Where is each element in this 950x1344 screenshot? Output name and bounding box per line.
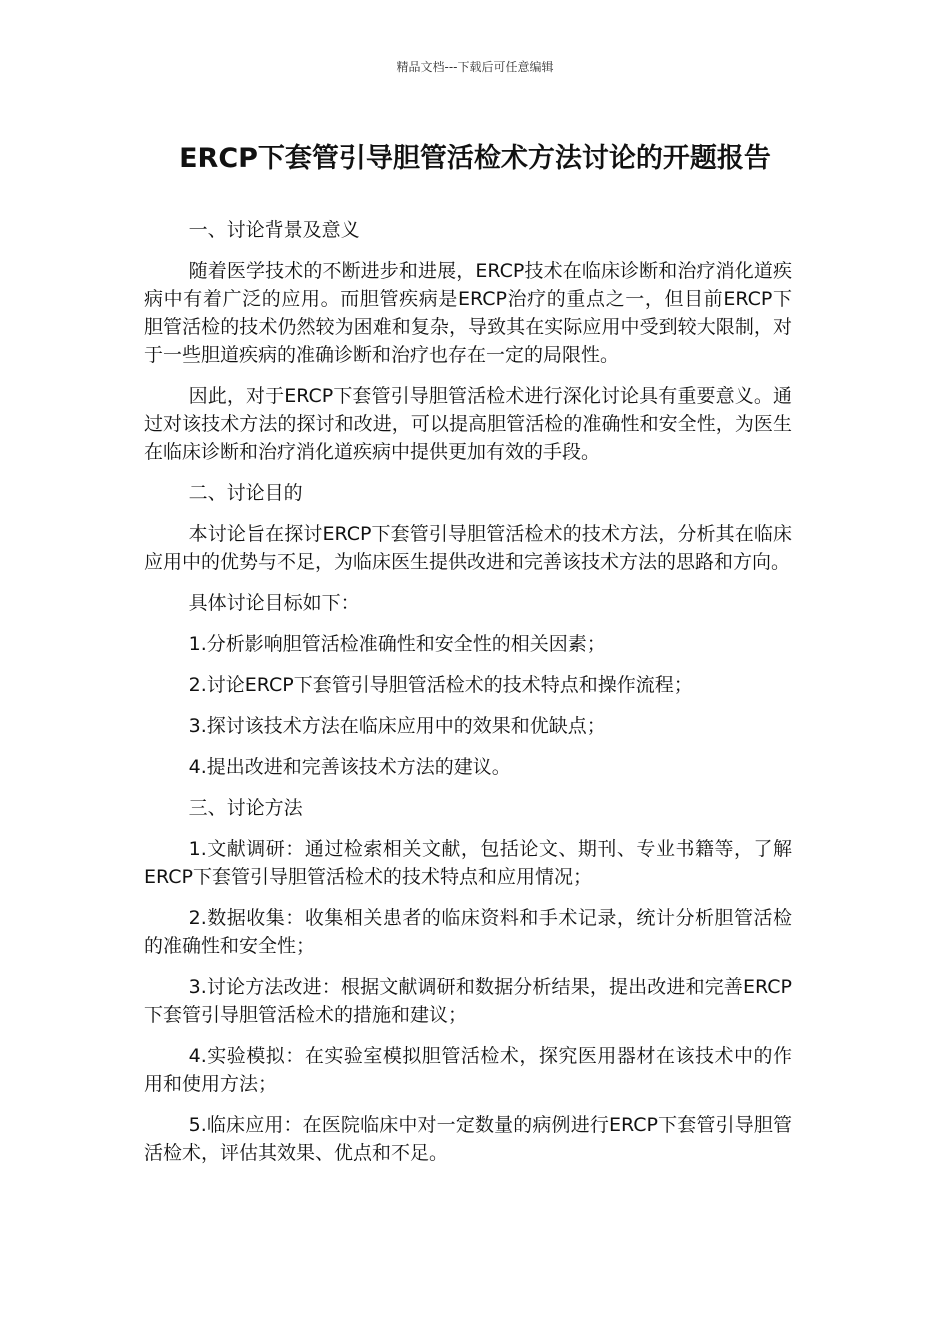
list-item: 1.分析影响胆管活检准确性和安全性的相关因素； [188, 633, 606, 655]
paragraph: 本讨论旨在探讨ERCP下套管引导胆管活检术的技术方法，分析其在临床应用中的优势与不足，为临床医生提供改进和完善该技术方法的思路和方向。 [144, 523, 792, 573]
list-item: 2.数据收集：收集相关患者的临床资料和手术记录，统计分析胆管活检的准确性和安全性； [144, 907, 792, 957]
list-item: 3.探讨该技术方法在临床应用中的效果和优缺点； [188, 715, 606, 737]
paragraph: 具体讨论目标如下： [188, 592, 360, 614]
paragraph: 随着医学技术的不断进步和进展，ERCP技术在临床诊断和治疗消化道疾病中有着广泛的应用。而胆管疾病是ERCP治疗的重点之一，但目前ERCP下胆管活检的技术仍然较为困难和复杂，导致其在实际应用中受到较大限制，对于一些胆道疾病的准确诊断和治疗也存在一定的局限性。 [144, 260, 792, 366]
list-item: 2.讨论ERCP下套管引导胆管活检术的技术特点和操作流程； [188, 674, 693, 696]
section-heading-background: 一、讨论背景及意义 [188, 219, 360, 241]
paragraph: 因此，对于ERCP下套管引导胆管活检术进行深化讨论具有重要意义。通过对该技术方法的探讨和改进，可以提高胆管活检的准确性和安全性，为医生在临床诊断和治疗消化道疾病中提供更加有效的手段。 [144, 385, 792, 463]
document-body [144, 216, 792, 1180]
section-heading-methods: 三、讨论方法 [188, 797, 303, 819]
list-item: 5.临床应用：在医院临床中对一定数量的病例进行ERCP下套管引导胆管活检术，评估其效果、优点和不足。 [144, 1114, 792, 1164]
section-heading-purpose: 二、讨论目的 [188, 482, 303, 504]
list-item: 1.文献调研：通过检索相关文献，包括论文、期刊、专业书籍等，了解ERCP下套管引导胆管活检术的技术特点和应用情况； [144, 838, 792, 888]
list-item: 4.提出改进和完善该技术方法的建议。 [188, 756, 511, 778]
document-title: ERCP下套管引导胆管活检术方法讨论的开题报告 [179, 143, 771, 174]
list-item: 3.讨论方法改进：根据文献调研和数据分析结果，提出改进和完善ERCP下套管引导胆管活检术的措施和建议； [144, 976, 792, 1026]
list-item: 4.实验模拟：在实验室模拟胆管活检术，探究医用器材在该技术中的作用和使用方法； [144, 1045, 792, 1095]
header-note: 精品文档---下载后可任意编辑 [396, 60, 554, 74]
